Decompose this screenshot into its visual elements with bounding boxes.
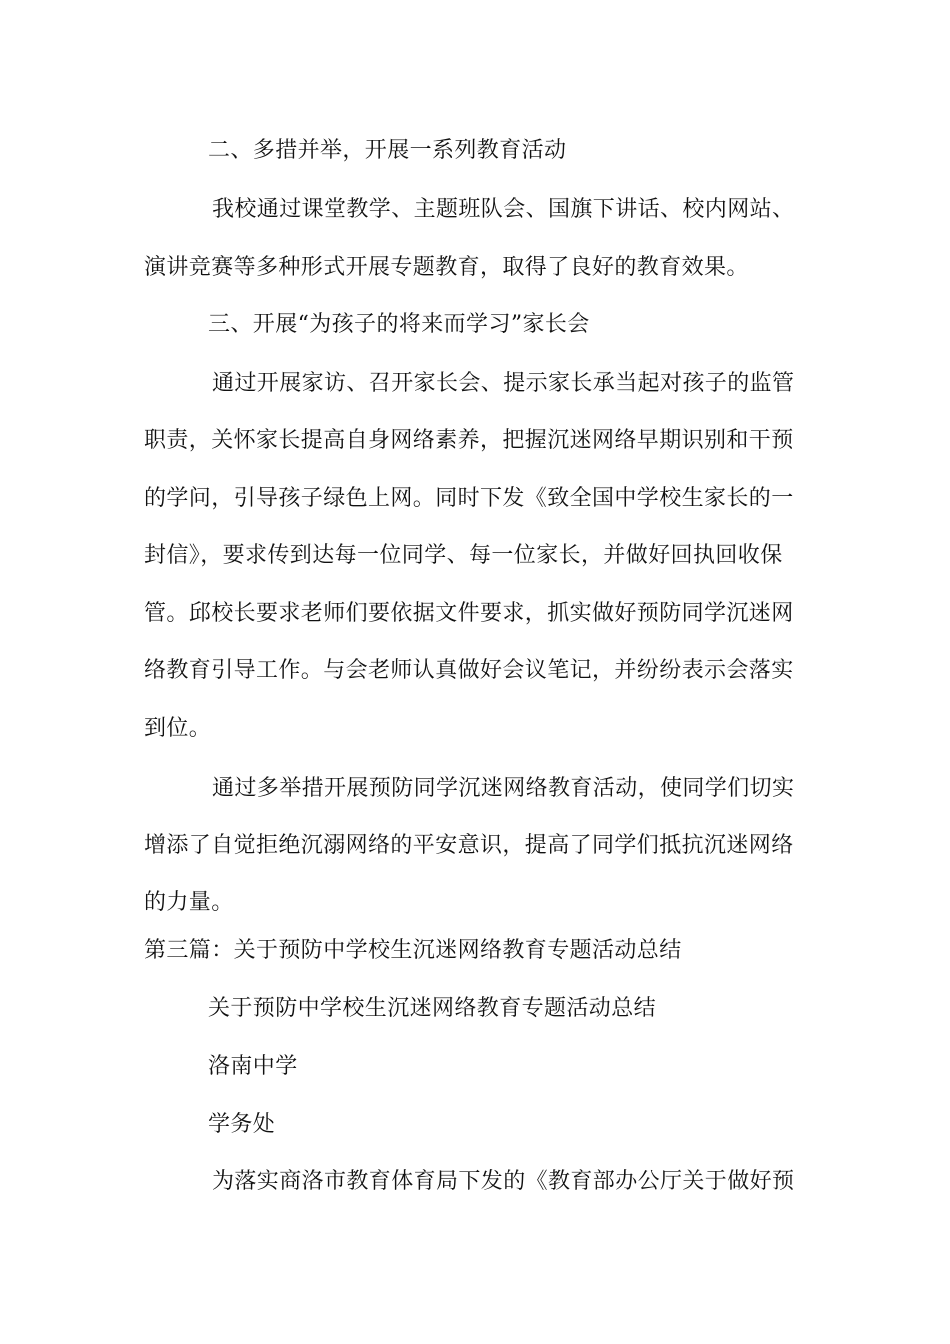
paragraph-line: 为落实商洛市教育体育局下发的《教育部办公厅关于做好预 (212, 1169, 795, 1194)
paragraph-line: 我校通过课堂教学、主题班队会、国旗下讲话、校内网站、 (212, 197, 795, 222)
paragraph-line: 增添了自觉拒绝沉溺网络的平安意识，提高了同学们抵抗沉迷网络 (144, 833, 794, 858)
paragraph-line: 职责，关怀家长提高自身网络素养，把握沉迷网络早期识别和干预 (144, 428, 794, 453)
paragraph-line: 的学问，引导孩子绿色上网。同时下发《致全国中学校生家长的一 (144, 486, 794, 511)
paragraph-line: 通过多举措开展预防同学沉迷网络教育活动，使同学们切实 (212, 776, 795, 801)
department-name: 学务处 (208, 1112, 276, 1137)
paragraph-line: 络教育引导工作。与会老师认真做好会议笔记，并纷纷表示会落实 (144, 658, 794, 683)
article-title: 关于预防中学校生沉迷网络教育专题活动总结 (208, 996, 657, 1021)
paragraph-line: 演讲竞赛等多种形式开展专题教育，取得了良好的教育效果。 (144, 255, 749, 280)
paragraph-line: 管。邱校长要求老师们要依据文件要求，抓实做好预防同学沉迷网 (144, 601, 794, 626)
school-name: 洛南中学 (208, 1054, 298, 1079)
chapter-title: 第三篇：关于预防中学校生沉迷网络教育专题活动总结 (144, 938, 682, 963)
heading-section-three: 三、开展“为孩子的将来而学习”家长会 (208, 312, 590, 337)
paragraph-line: 通过开展家访、召开家长会、提示家长承当起对孩子的监管 (212, 371, 795, 396)
paragraph-line: 的力量。 (144, 890, 234, 915)
paragraph-line: 到位。 (144, 716, 212, 741)
heading-section-two: 二、多措并举，开展一系列教育活动 (208, 138, 567, 163)
paragraph-line: 封信》，要求传到达每一位同学、每一位家长，并做好回执回收保 (144, 543, 783, 568)
